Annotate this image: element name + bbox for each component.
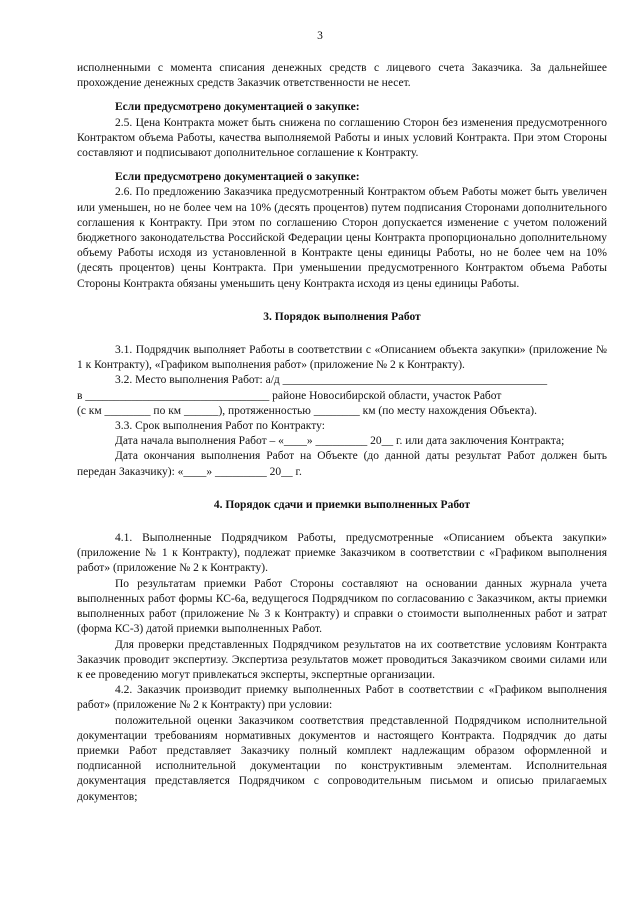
paragraph-continuation: исполненными с момента списания денежных средств с лицевого счета Заказчика. За дальнейшее прохождение денежных средств Заказчик ответственности не несет. — [77, 62, 607, 90]
clause-4-2-condition: положительной оценки Заказчиком соответствия представленной Подрядчиком исполнительной документации требованиям нормативных документов и настоящего Контракта. Подрядчик до даты приемки Работ представляет Заказчику полный комплект надлежащим образом оформленной и подписанной исполнительной документации по конструктивным элементам. Исполнительная документация представляется Подрядчиком с сопроводительным письмом и описью прилагаемых документов; — [77, 714, 607, 803]
section-heading-4: 4. Порядок сдачи и приемки выполненных Работ — [213, 498, 471, 511]
document-body — [77, 61, 607, 805]
clause-4-2: 4.2. Заказчик производит приемку выполненных Работ в соответствии с «Графиком выполнения работ» (приложение № 2 к Контракту) при условии: — [77, 684, 607, 712]
conditional-note: Если предусмотрено документацией о закупке: — [115, 101, 360, 114]
conditional-note: Если предусмотрено документацией о закупке: — [115, 171, 360, 184]
work-end-date: Дата окончания выполнения Работ на Объекте (до данной даты результат Работ должен быть передан Заказчику): «____» _________ 20__ г. — [77, 450, 607, 478]
clause-2-5: 2.5. Цена Контракта может быть снижена по соглашению Сторон без изменения предусмотренного Контрактом объема Работы, качества выполняемой Работы и иных условий Контракта. При этом Стороны составляют и подписывают дополнительное соглашение к Контракту. — [77, 116, 607, 160]
clause-3-2: 3.2. Место выполнения Работ: а/д ______________________________________________ — [115, 374, 548, 387]
clause-4-1-acceptance: По результатам приемки Работ Стороны составляют на основании данных журнала учета выполненных работ формы КС-6а, ведущегося Подрядчиком по согласованию с Заказчиком, акты приемки выполненных работ (приложение № 3 к Контракту) и справки о стоимости выполненных работ и затрат (форма КС-3) датой приемки выполненных Работ. — [77, 577, 607, 636]
clause-3-2-district-line: в ________________________________ районе Новосибирской области, участок Работ — [77, 389, 502, 402]
clause-3-3: 3.3. Срок выполнения Работ по Контракту: — [115, 420, 325, 433]
clause-2-6: 2.6. По предложению Заказчика предусмотренный Контрактом объем Работы может быть увеличен или уменьшен, но не более чем на 10% (десять процентов) путем подписания Сторонами дополнительного соглашения к Контракту. При этом по соглашению Сторон допускается изменение с учетом положений бюджетного законодательства Российской Федерации цены Контракта пропорционально дополнительному объему Работы исходя из установленной в Контракте цены единицы Работы, но не более чем на 10% (десять процентов) цены Контракта. При уменьшении предусмотренного Контрактом объема Работы Стороны Контракта обязаны уменьшить цену Контракта исходя из цены единицы Работы. — [77, 186, 607, 290]
clause-3-2-km-line: (с км ________ по км ______), протяженностью ________ км (по месту нахождения Объекта). — [77, 404, 538, 417]
clause-4-1-expertise: Для проверки представленных Подрядчиком результатов на их соответствие условиям Контракта Заказчик проводит экспертизу. Экспертиза результатов может проводиться Заказчиком своими силами или к ее проведению могут привлекаться эксперты, экспертные организации. — [77, 638, 607, 681]
clause-4-1: 4.1. Выполненные Подрядчиком Работы, предусмотренные «Описанием объекта закупки» (приложение № 1 к Контракту), подлежат приемке Заказчиком в соответствии с «Графиком выполнения работ» (приложение № 2 к Контракту). — [77, 532, 607, 575]
clause-3-1: 3.1. Подрядчик выполняет Работы в соответствии с «Описанием объекта закупки» (приложение № 1 к Контракту), «Графиком выполнения работ» (приложение № 2 к Контракту). — [77, 344, 607, 372]
page-number: 3 — [317, 30, 323, 42]
section-heading-3: 3. Порядок выполнения Работ — [263, 310, 421, 323]
work-start-date: Дата начала выполнения Работ – «____» _________ 20__ г. или дата заключения Контракта; — [115, 435, 565, 448]
